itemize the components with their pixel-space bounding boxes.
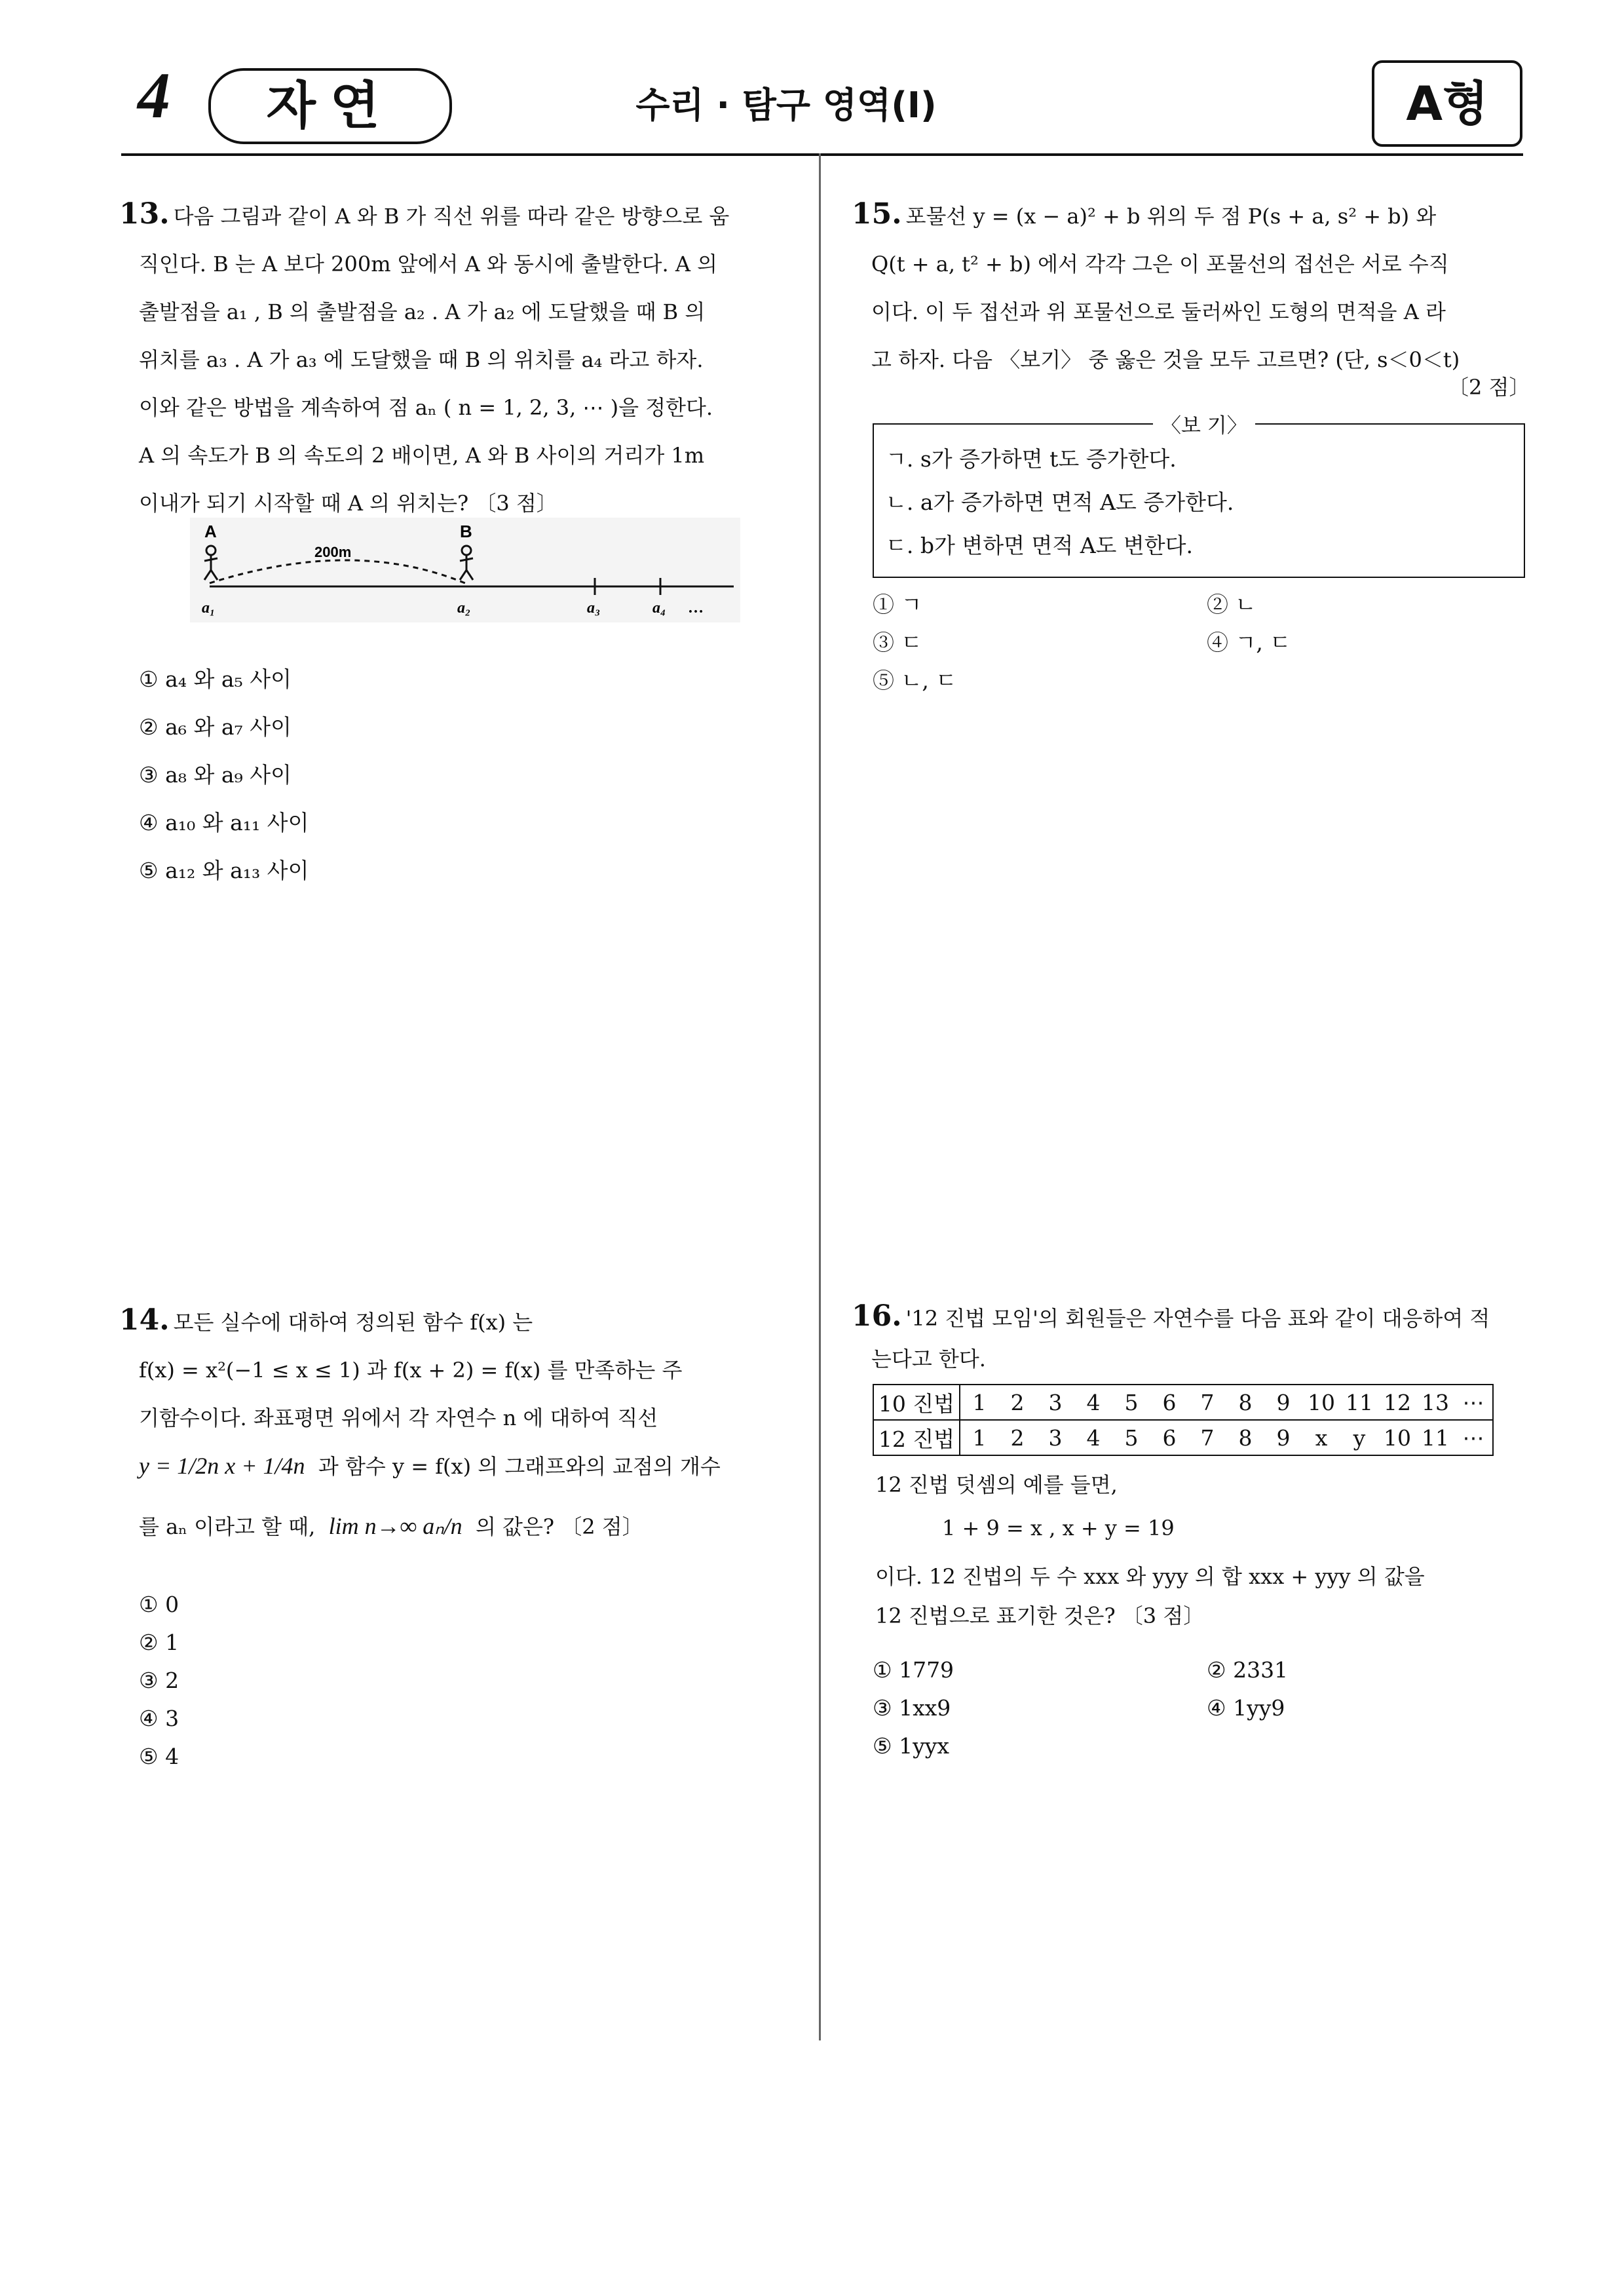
q13-option-2[interactable]: ② a₆ 와 a₇ 사이 [139, 714, 292, 740]
q14-option-5[interactable]: ⑤ 4 [139, 1744, 179, 1769]
q16-example: 1 + 9 = x , x + y = 19 [942, 1516, 1175, 1540]
table-cell: 8 [1226, 1385, 1264, 1420]
table-cell: 4 [1074, 1385, 1112, 1420]
table-cell: 11 [1416, 1420, 1454, 1455]
tick-label-a3: a₃ [587, 600, 601, 617]
q14-number: 14. [119, 1303, 170, 1337]
q15-option-5[interactable]: ⑤ ㄴ, ㄷ [873, 668, 957, 693]
q14-option-1[interactable]: ① 0 [139, 1592, 179, 1617]
table-cell: y [1340, 1420, 1378, 1455]
q16-option-2[interactable]: ② 2331 [1207, 1657, 1289, 1683]
q16-line-2: 는다고 한다. [871, 1347, 986, 1371]
q15-bogi-box [873, 423, 1525, 578]
table-cell: 3 [1036, 1385, 1074, 1420]
q13-line-5: 이와 같은 방법을 계속하여 점 aₙ ( n = 1, 2, 3, ⋯ )을 정한다. [139, 395, 713, 420]
table-cell: 4 [1074, 1420, 1112, 1455]
q15-line-4: 고 하자. 다음 〈보기〉 중 옳은 것을 모두 고르면? (단, s＜0＜t) [871, 347, 1460, 372]
q16-line-3: 이다. 12 진법의 두 수 xxx 와 yyy 의 합 xxx + yyy 의 값을 [875, 1564, 1425, 1589]
question-16 [852, 1292, 1526, 1375]
row-head-10: 10 진법 [873, 1385, 960, 1420]
exam-type-badge: A형 [1372, 60, 1522, 147]
header-rule [121, 153, 1523, 156]
row-head-12: 12 진법 [873, 1420, 960, 1455]
table-cell: 6 [1150, 1385, 1188, 1420]
table-cell: ⋯ [1454, 1420, 1493, 1455]
q14-line-4: y = 1/2n x + 1/4n 과 함수 y = f(x) 의 그래프와의 교점의 개수 [139, 1453, 721, 1479]
table-cell: 7 [1188, 1420, 1226, 1455]
column-divider [819, 153, 821, 2040]
q13-option-4[interactable]: ④ a₁₀ 와 a₁₁ 사이 [139, 810, 309, 835]
table-cell: 10 [1302, 1385, 1340, 1420]
table-cell: 5 [1112, 1385, 1150, 1420]
table-cell: 13 [1416, 1385, 1454, 1420]
subject-label: 자연 [208, 68, 452, 144]
q15-points: 〔2 점〕 [1448, 375, 1530, 400]
table-cell: 1 [960, 1420, 998, 1455]
q13-line-1: 13. 다음 그림과 같이 A 와 B 가 직선 위를 따라 같은 방향으로 움 [119, 197, 730, 231]
table-cell: 9 [1264, 1420, 1302, 1455]
question-13 [119, 190, 787, 527]
tick-label-ellipsis: … [688, 600, 704, 617]
q13-figure [190, 518, 740, 622]
q15-number: 15. [852, 197, 902, 231]
q14-option-3[interactable]: ③ 2 [139, 1668, 179, 1693]
tick-label-a2: a₂ [457, 600, 471, 617]
q16-line-4: 12 진법으로 표기한 것은? 〔3 점〕 [875, 1603, 1205, 1628]
q13-line-6: A 의 속도가 B 의 속도의 2 배이면, A 와 B 사이의 거리가 1m [139, 443, 705, 468]
table-cell: 7 [1188, 1385, 1226, 1420]
table-cell: 11 [1340, 1385, 1378, 1420]
q14-option-2[interactable]: ② 1 [139, 1630, 179, 1655]
q15-option-2[interactable]: ② ㄴ [1207, 592, 1256, 617]
q14-option-4[interactable]: ④ 3 [139, 1706, 179, 1731]
table-cell: 2 [998, 1420, 1036, 1455]
q13-option-5[interactable]: ⑤ a₁₂ 와 a₁₃ 사이 [139, 858, 309, 883]
table-cell: 6 [1150, 1420, 1188, 1455]
table-cell: 9 [1264, 1385, 1302, 1420]
bogi-item-1: ㄱ. s가 증가하면 t도 증가한다. [886, 446, 1177, 472]
question-14 [119, 1296, 787, 1551]
q13-option-3[interactable]: ③ a₈ 와 a₉ 사이 [139, 762, 292, 788]
q14-line-1: 14. 모든 실수에 대하여 정의된 함수 f(x) 는 [119, 1303, 533, 1337]
q14-line-5: 를 aₙ 이라고 할 때, lim n→∞ aₙ/n 의 값은? 〔2 점〕 [139, 1513, 643, 1539]
q13-line-4: 위치를 a₃ . A 가 a₃ 에 도달했을 때 B 의 위치를 a₄ 라고 하자. [139, 347, 704, 372]
q13-line-2: 직인다. B 는 A 보다 200m 앞에서 A 와 동시에 출발한다. A 의 [139, 252, 718, 277]
q16-option-4[interactable]: ④ 1yy9 [1207, 1695, 1285, 1721]
tick-label-a4: a₄ [652, 600, 666, 617]
bogi-item-2: ㄴ. a가 증가하면 면적 A도 증가한다. [886, 489, 1234, 515]
q14-line-2: f(x) = x²(−1 ≤ x ≤ 1) 과 f(x + 2) = f(x) 를 만족하는 주 [139, 1358, 683, 1383]
q15-line-1: 15. 포물선 y = (x − a)² + b 위의 두 점 P(s + a, s² + b) 와 [852, 197, 1437, 231]
table-cell: ⋯ [1454, 1385, 1493, 1420]
table-cell: 10 [1378, 1420, 1416, 1455]
q14-line-3: 기함수이다. 좌표평면 위에서 각 자연수 n 에 대하여 직선 [139, 1406, 658, 1430]
page-number: 4 [138, 59, 170, 132]
table-cell: 2 [998, 1385, 1036, 1420]
table-cell: 12 [1378, 1385, 1416, 1420]
q15-bogi-title: 〈보 기〉 [1153, 409, 1255, 438]
q13-number: 13. [119, 197, 170, 231]
q15-line-3: 이다. 이 두 접선과 위 포물선으로 둘러싸인 도형의 면적을 A 라 [871, 299, 1446, 324]
bogi-item-3: ㄷ. b가 변하면 면적 A도 변한다. [886, 533, 1194, 558]
table-cell: 8 [1226, 1420, 1264, 1455]
label-b: B [460, 522, 472, 541]
q13-line-7: 이내가 되기 시작할 때 A 의 위치는? 〔3 점〕 [139, 491, 557, 516]
q16-example-intro: 12 진법 덧셈의 예를 들면, [875, 1472, 1118, 1497]
q13-line-3: 출발점을 a₁ , B 의 출발점을 a₂ . A 가 a₂ 에 도달했을 때 B 의 [139, 299, 706, 324]
q13-option-1[interactable]: ① a₄ 와 a₅ 사이 [139, 666, 292, 692]
q16-option-5[interactable]: ⑤ 1yyx [873, 1733, 949, 1759]
q16-number: 16. [852, 1299, 902, 1333]
table-cell: 5 [1112, 1420, 1150, 1455]
distance-label: 200m [314, 544, 352, 560]
table-cell: x [1302, 1420, 1340, 1455]
q14-options [139, 1586, 728, 1776]
label-a: A [204, 522, 217, 541]
q16-option-3[interactable]: ③ 1xx9 [873, 1695, 951, 1721]
q15-option-1[interactable]: ① ㄱ [873, 592, 922, 617]
q15-option-3[interactable]: ③ ㄷ [873, 630, 922, 655]
table-cell: 3 [1036, 1420, 1074, 1455]
table-cell: 1 [960, 1385, 998, 1420]
q16-line-1: 16. '12 진법 모임'의 회원들은 자연수를 다음 표와 같이 대응하여 적 [852, 1299, 1490, 1333]
table-row [873, 1385, 1493, 1420]
table-row [873, 1420, 1493, 1455]
base-conversion-table [873, 1384, 1494, 1456]
q16-option-1[interactable]: ① 1779 [873, 1657, 954, 1683]
section-title: 수리 · 탐구 영역(Ⅰ) [635, 85, 937, 126]
q13-options [139, 655, 728, 894]
q15-line-2: Q(t + a, t² + b) 에서 각각 그은 이 포물선의 접선은 서로 수직 [871, 252, 1449, 277]
question-15 [852, 190, 1526, 384]
q15-option-4[interactable]: ④ ㄱ, ㄷ [1207, 630, 1291, 655]
tick-label-a1: a₁ [202, 600, 216, 617]
